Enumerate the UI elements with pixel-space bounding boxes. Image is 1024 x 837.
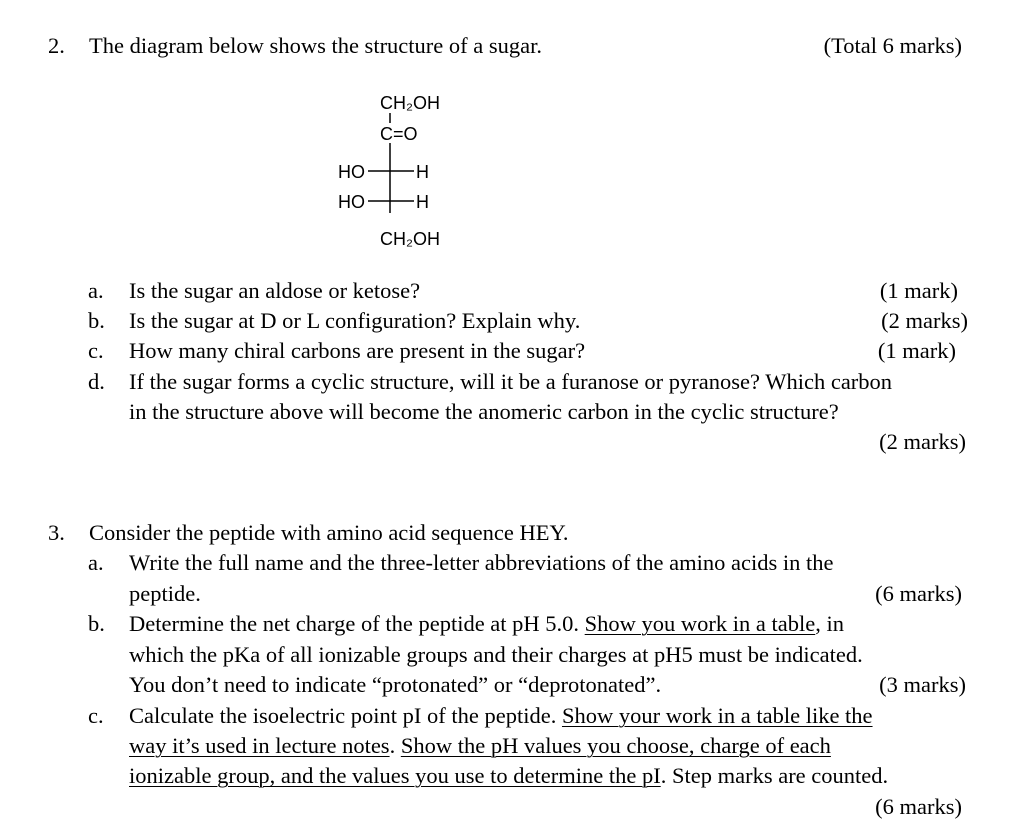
q3c-line2-underlined-1: way it’s used in lecture notes <box>129 733 390 758</box>
q3c-letter: c. <box>88 703 104 728</box>
q3a-line1: Write the full name and the three-letter abbreviations of the amino acids in the <box>129 550 834 575</box>
q2c-marks: (1 mark) <box>877 338 956 363</box>
q3b-line1-post: , in <box>815 611 845 636</box>
q2b-letter: b. <box>88 308 105 333</box>
q2c-letter: c. <box>88 338 104 363</box>
q2d-marks: (2 marks) <box>879 429 966 454</box>
q2b-text: Is the sugar at D or L configuration? Explain why. <box>129 308 581 333</box>
q3-number: 3. <box>48 520 65 545</box>
sugar-fischer-projection <box>330 85 480 255</box>
q2-total-marks: (Total 6 marks) <box>823 33 962 58</box>
q2d-line1: If the sugar forms a cyclic structure, will it be a furanose or pyranose? Which carbon <box>129 369 893 394</box>
q3c-line2-mid: . <box>389 733 396 758</box>
q2a-letter: a. <box>88 278 104 303</box>
q2-intro: The diagram below shows the structure of a sugar. <box>89 33 542 58</box>
q2b-marks: (2 marks) <box>881 308 968 333</box>
diagram-row2-right: H <box>416 192 429 212</box>
q3a-letter: a. <box>88 550 104 575</box>
q3c-line1-underlined: Show your work in a table like the <box>561 703 873 728</box>
q2d-letter: d. <box>88 369 105 394</box>
diagram-carbonyl: C=O <box>380 124 418 144</box>
q2c-text: How many chiral carbons are present in the sugar? <box>129 338 586 363</box>
q2a-marks: (1 mark) <box>879 278 958 303</box>
q3b-line3: You don’t need to indicate “protonated” or “deprotonated”. <box>129 672 662 697</box>
q2a-text: Is the sugar an aldose or ketose? <box>129 278 421 303</box>
diagram-top-ch2oh: CH₂OH <box>380 93 440 113</box>
q3c-line1 <box>129 701 873 731</box>
q3b-marks: (3 marks) <box>879 672 966 697</box>
q3c-line2-underlined-2: Show the pH values you choose, charge of each <box>400 733 831 758</box>
q3-intro: Consider the peptide with amino acid sequence HEY. <box>89 520 569 545</box>
q3b-line1-underlined: Show you work in a table <box>584 611 816 636</box>
q2-number: 2. <box>48 33 65 58</box>
diagram-row1-left: HO <box>338 162 365 182</box>
q3c-line3-underlined: ionizable group, and the values you use to determine the pI <box>129 763 661 788</box>
q3a-line2: peptide. <box>129 581 201 606</box>
q3b-line2: which the pKa of all ionizable groups and their charges at pH5 must be indicated. <box>129 642 863 667</box>
diagram-bottom-ch2oh: CH₂OH <box>380 229 440 249</box>
q3c-line3-post: . Step marks are counted. <box>660 763 889 788</box>
q3b-letter: b. <box>88 611 105 636</box>
q3c-line2 <box>129 731 831 761</box>
diagram-row1-right: H <box>416 162 429 182</box>
diagram-row2-left: HO <box>338 192 365 212</box>
q3b-line1-pre: Determine the net charge of the peptide at pH 5.0. <box>129 611 580 636</box>
q3c-line3 <box>129 761 888 791</box>
q3c-marks: (6 marks) <box>875 794 962 819</box>
q3c-line1-pre: Calculate the isoelectric point pI of the peptide. <box>129 703 557 728</box>
q3b-line1 <box>129 609 844 639</box>
q2d-line2: in the structure above will become the anomeric carbon in the cyclic structure? <box>129 399 839 424</box>
q3a-marks: (6 marks) <box>875 581 962 606</box>
